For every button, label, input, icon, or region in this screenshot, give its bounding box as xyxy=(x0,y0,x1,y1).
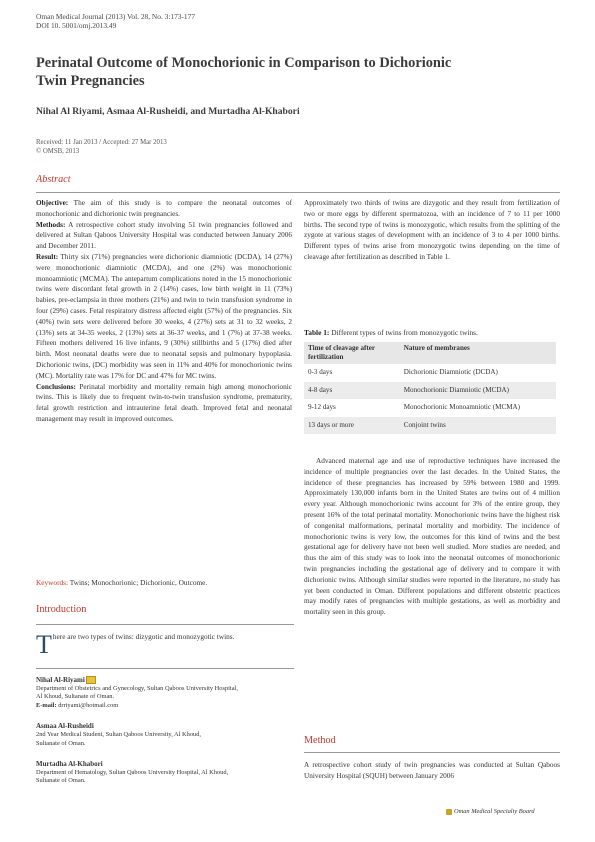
keywords xyxy=(36,578,292,587)
affiliation-line: Department of Hematology, Sultan Qaboos University Hospital, Al Khoud, xyxy=(36,769,229,777)
methods-label: Methods: xyxy=(36,220,66,229)
affiliation-line: Department of Obstetrics and Gynecology, Sultan Qaboos University Hospital, xyxy=(36,685,238,692)
table-cell: 9-12 days xyxy=(308,403,336,412)
affiliation-line: 2nd Year Medical Student, Sultan Qaboos University, Al Khoud, xyxy=(36,731,202,739)
conclusions-label: Conclusions: xyxy=(36,382,76,391)
received-accepted: Received: 11 Jan 2013 / Accepted: 27 Mar 2013 xyxy=(36,139,167,146)
affiliations xyxy=(36,675,292,797)
abstract-conclusions xyxy=(36,382,292,425)
article-dates xyxy=(36,139,167,156)
mail-icon[interactable] xyxy=(86,676,96,684)
abstract-methods xyxy=(36,220,292,252)
abstract-body xyxy=(36,198,292,425)
table-cell: Monochorionic Diamniotic (MCDA) xyxy=(400,382,556,400)
table-header-cleavage: Time of cleavage after fertilization xyxy=(304,342,400,364)
table-caption-label: Table 1: xyxy=(304,328,330,337)
affiliation-divider xyxy=(36,668,294,669)
keywords-text: Twins; Monochorionic; Dichorionic, Outcome. xyxy=(68,578,208,587)
table-caption xyxy=(304,328,560,337)
abstract-objective xyxy=(36,198,292,220)
affiliation-name-text: Nihal Al-Riyami xyxy=(36,676,85,684)
email-link[interactable]: drriyami@hotmail.com xyxy=(56,701,119,709)
affiliation-line: Sultanate of Oman. xyxy=(36,777,86,785)
right-column-body xyxy=(304,456,560,618)
objective-label: Objective: xyxy=(36,199,69,207)
table-header-row xyxy=(304,342,556,364)
result-text: Thirty six (71%) pregnancies were dichorionic diamniotic (DCDA), 14 (27%) were monochorionic diamniotic (MCDA), and one (2%) was monochorionic monoamniotic (MCMA). The antepartum complications noted in the 15 monochorionic twins were discordant fetal growth in 2 (14%) cases, low birth weight in 11 (73%) babies, pre-eclampsia in three mothers (21%) and twin to twin transfusion syndrome in four (29%) cases. Fetal respiratory distress affected eight (57%) of the pregnancies. Six (40%) twin sets were delivered before 30 weeks, 4 (27%) sets at 31 to 32 weeks, 2 (13%) sets at 34-35 weeks, 2 (13%) sets at 36-37 weeks, and 1 (7%) at 37-38 weeks. Fifteen mothers delivered 16 live infants, 9 (30%) stillbirths and 5 (17%) died after birth. Most neonatal deaths were due to neonatal sepsis and pulmonary hypoplasia. Dichorionic twins, (DC) morbidity was seen in 11% and 40% for monochorionic twins (MC). Mortality rate was 17% for DC and 47% for MC twins. xyxy=(36,252,292,380)
conclusions-text: Perinatal morbidity and mortality remain high among monochorionic twins. This is likely due to frequent twin-to-twin transfusion syndrome, prematurity, fetal growth restriction and intrauterine fetal death. Improved fetal and neonatal management may result in improved outcomes. xyxy=(36,382,292,423)
table-row xyxy=(304,382,556,400)
table-row xyxy=(304,417,556,435)
table-cell: Monochorionic Monoamniotic (MCMA) xyxy=(403,403,520,412)
table-caption-text: Different types of twins from monozygotic twins. xyxy=(329,328,478,337)
affiliation-name: Asmaa Al-Rusheidi xyxy=(36,722,94,731)
affiliation-2 xyxy=(36,721,292,748)
title-line-1: Perinatal Outcome of Monochorionic in Comparison to Dichorionic xyxy=(36,55,452,71)
abstract-heading: Abstract xyxy=(36,174,71,185)
introduction-divider xyxy=(36,624,294,625)
omsb-logo-icon xyxy=(446,809,452,815)
copyright: © OMSB, 2013 xyxy=(36,147,80,155)
method-body: A retrospective cohort study of twin pregnancies was conducted at Sultan Qaboos University Hospital (SQUH) between January 2006 xyxy=(304,761,560,780)
authors: Nihal Al Riyami, Asmaa Al-Rusheidi, and Murtadha Al-Khabori xyxy=(36,106,300,117)
keywords-label: Keywords: xyxy=(36,578,69,587)
result-label: Result: xyxy=(36,252,59,261)
intro-paragraph-2: Advanced maternal age and use of reproductive techniques have increased the incidence of multiple pregnancies over the last decades. In the United States, the incidence of these pregnancies has increased by 59% between 1980 and 1999. Approximately 130,000 infants born in the United States are twins out of 4 million every year. Although monochorionic twins account for 3% of the entire group, they present 16% of the total perinatal mortality. Monochorionic twins have the highest risk of congenital malformations, perinatal mortality and morbidity. The incidence of monochorionic twins is very low, the outcomes for this kind of twins and the best gestational age for delivery have not been well studied. More studies are needed, and thus the aim of this study was to look into the neonatal outcomes of monochorionic twin pregnancies including the gestational age of delivery and to compare it with dichorionic twins. Although similar studies were reported in the literature, no study has yet been conducted in Oman. Different populations and different obstetric practices may modify rates of pregnancies with multiple gestations, as well as morbidity and mortality seen in this group. xyxy=(304,457,560,617)
intro-paragraph-1: Approximately two thirds of twins are dizygotic and they result from fertilization of two or more eggs by different spermatozoa, with an incidence of 7 to 11 per 1000 births. The second type of twins is monozygotic, which results from the splitting of the zygote at various stages of development with an incidence of 3 to 4 per 1000 births. Different types of twins arise from monozygotic twins depending on the time of cleavage after fertilization as described in Table 1. xyxy=(304,199,560,261)
journal-citation: Oman Medical Journal (2013) Vol. 28, No. 3:173-177 xyxy=(36,12,196,21)
twins-table xyxy=(304,342,556,434)
method-divider xyxy=(304,752,560,753)
affiliation-1 xyxy=(36,675,292,710)
affiliation-email xyxy=(36,702,292,710)
methods-text: A retrospective cohort study involving 51 twin pregnancies followed and delivered at Sultan Qaboos University Hospital was conducted between January 2006 and December 2011. xyxy=(36,220,292,251)
table-cell: Conjoint twins xyxy=(400,417,556,435)
table-cell: Dichorionic Diamniotic (DCDA) xyxy=(403,368,498,376)
affiliation-line: Al Khoud, Sultanate of Oman. xyxy=(36,693,115,701)
abstract-divider xyxy=(36,192,560,193)
table-row xyxy=(304,399,556,417)
dropcap: T xyxy=(36,630,52,659)
introduction-heading: Introduction xyxy=(36,604,87,615)
affiliation-3 xyxy=(36,759,292,786)
method-heading: Method xyxy=(304,735,336,746)
affiliation-name xyxy=(36,675,292,685)
table-cell: 4-8 days xyxy=(304,382,400,400)
footer-text: Oman Medical Specialty Board xyxy=(454,808,535,815)
table-header-membranes: Nature of membranes xyxy=(400,342,556,364)
email-label: E-mail: xyxy=(36,701,57,709)
affiliation-name: Murtadha Al-Khabori xyxy=(36,760,103,769)
footer xyxy=(446,808,535,815)
doi: DOI 10. 5001/omj.2013.49 xyxy=(36,21,117,30)
table-cell: 13 days or more xyxy=(304,417,400,435)
table-row xyxy=(304,364,556,382)
introduction-text: here are two types of twins: dizygotic and monozygotic twins. xyxy=(52,632,235,641)
title-line-2: Twin Pregnancies xyxy=(36,73,145,89)
introduction-first-line xyxy=(36,630,296,659)
affiliation-line: Sultanate of Oman. xyxy=(36,739,86,747)
table-cell: 0-3 days xyxy=(308,368,333,376)
page-title xyxy=(36,54,556,90)
objective-text: The aim of this study is to compare the neonatal outcomes of monochorionic and dichorionic twin pregnancies. xyxy=(36,199,292,218)
abstract-result xyxy=(36,252,292,382)
right-column-intro xyxy=(304,198,560,263)
